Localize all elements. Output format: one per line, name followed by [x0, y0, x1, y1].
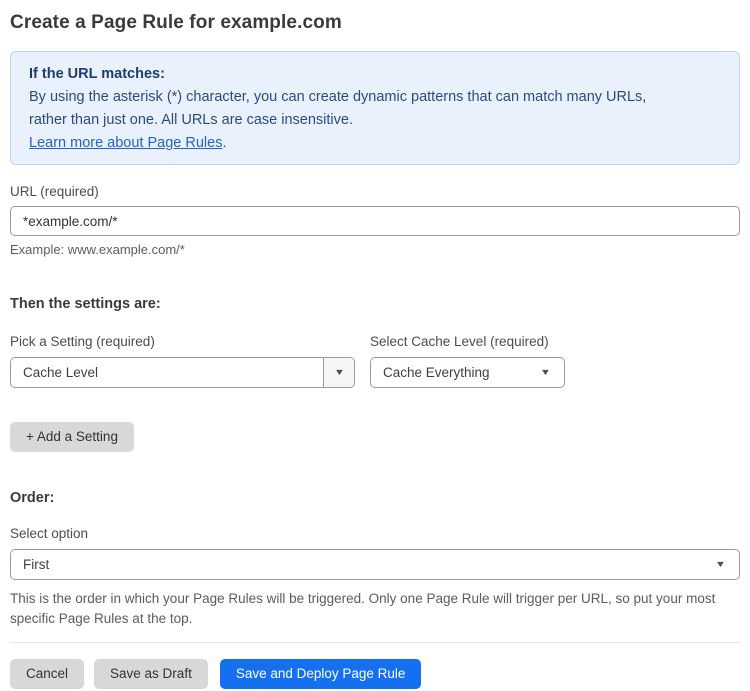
learn-more-link[interactable]: Learn more about Page Rules [29, 135, 223, 151]
cache-level-group [370, 334, 565, 388]
link-period: . [222, 135, 227, 151]
setting-picker-group [10, 334, 355, 388]
order-select-label: Select option [10, 526, 89, 541]
setting-picker-label: Pick a Setting (required) [10, 334, 155, 349]
page-title: Create a Page Rule for example.com [10, 12, 342, 33]
settings-row [10, 334, 740, 388]
footer-divider [10, 642, 740, 643]
chevron-down-icon: ▼ [539, 367, 552, 377]
url-example-hint: Example: www.example.com/* [10, 242, 185, 257]
info-box-body-line-1: By using the asterisk (*) character, you can create dynamic patterns that can match many URLs, [29, 89, 647, 105]
cancel-button[interactable]: Cancel [10, 659, 84, 689]
cache-level-label: Select Cache Level (required) [370, 334, 549, 349]
url-match-info-box [10, 51, 740, 165]
url-field-label: URL (required) [10, 184, 99, 199]
cache-level-caret-wrap [541, 368, 564, 377]
chevron-down-icon: ▼ [333, 367, 345, 377]
url-input[interactable] [10, 206, 740, 236]
cache-level-value: Cache Everything [383, 365, 490, 380]
footer-actions [10, 659, 740, 689]
order-section-heading: Order: [10, 490, 55, 506]
save-and-deploy-button[interactable]: Save and Deploy Page Rule [220, 659, 422, 689]
info-box-heading: If the URL matches: [29, 66, 165, 82]
setting-picker-select[interactable] [10, 357, 355, 388]
cache-level-select[interactable] [370, 357, 565, 388]
chevron-down-icon: ▼ [714, 559, 727, 569]
add-setting-button[interactable]: + Add a Setting [10, 422, 134, 452]
settings-section-heading: Then the settings are: [10, 296, 161, 312]
order-select-value: First [23, 557, 50, 572]
info-box-body-line-2: rather than just one. All URLs are case insensitive. [29, 112, 353, 128]
setting-picker-caret-cell[interactable] [323, 358, 354, 387]
order-help-text: This is the order in which your Page Rules will be triggered. Only one Page Rule will trigger per URL, so put your most specific Page Rules at the top. [10, 591, 716, 626]
info-box-link-line [29, 132, 721, 155]
setting-picker-value: Cache Level [23, 365, 99, 380]
order-caret-wrap [716, 560, 739, 569]
order-select[interactable] [10, 549, 740, 580]
save-as-draft-button[interactable]: Save as Draft [94, 659, 208, 689]
